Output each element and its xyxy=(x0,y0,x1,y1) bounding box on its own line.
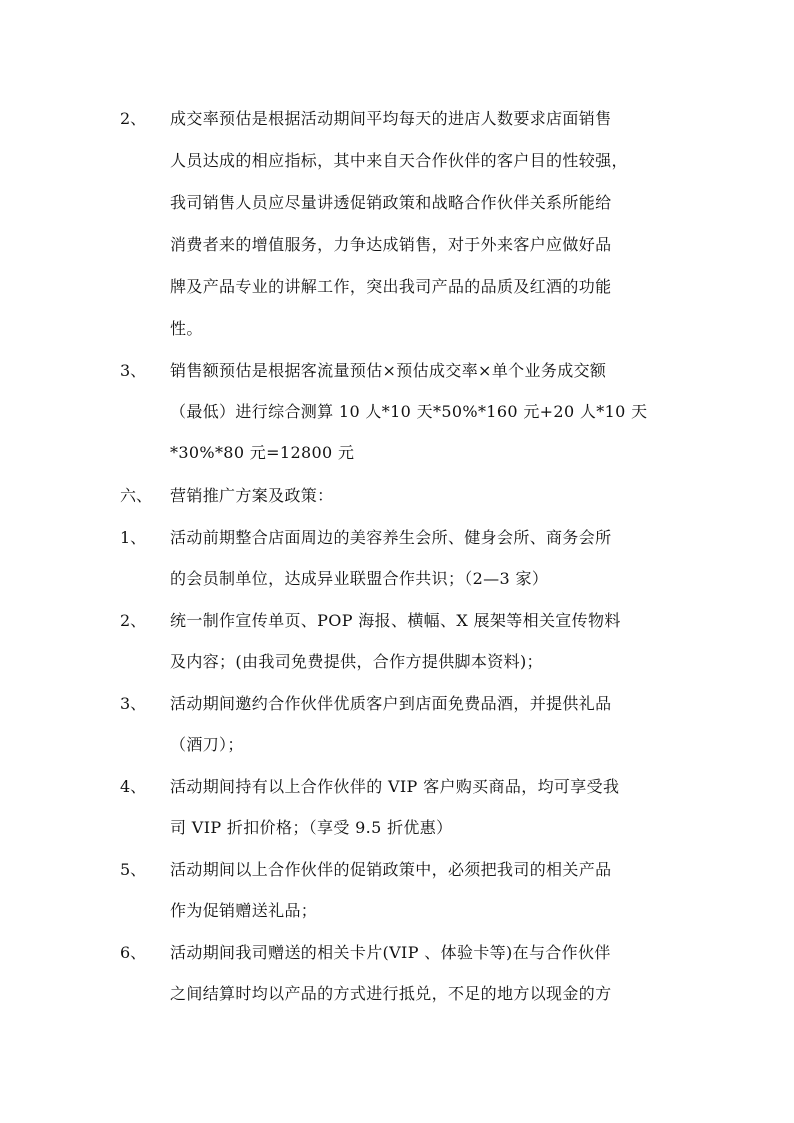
paragraph-line: 活动期间我司赠送的相关卡片(VIP 、体验卡等)在与合作伙伴 xyxy=(170,943,611,962)
item-number: 3、 xyxy=(120,694,147,713)
paragraph-line: 消费者来的增值服务，力争达成销售，对于外来客户应做好品 xyxy=(170,235,612,254)
paragraph-line: 牌及产品专业的讲解工作，突出我司产品的品质及红酒的功能 xyxy=(170,277,612,296)
item-number: 6、 xyxy=(120,943,147,962)
paragraph-line: 的会员制单位，达成异业联盟合作共识；（2—3 家） xyxy=(170,569,549,588)
item-number: 2、 xyxy=(120,611,147,630)
item-number: 5、 xyxy=(120,860,147,879)
paragraph-line: 及内容；(由我司免费提供，合作方提供脚本资料)； xyxy=(170,652,543,671)
paragraph-line: 我司销售人员应尽量讲透促销政策和战略合作伙伴关系所能给 xyxy=(170,193,612,212)
paragraph-line: 性。 xyxy=(170,319,203,338)
paragraph-line: 人员达成的相应指标，其中来自天合作伙伴的客户目的性较强， xyxy=(170,151,628,170)
paragraph-line: 司 VIP 折扣价格；（享受 9.5 折优惠） xyxy=(170,818,453,837)
item-number: 2、 xyxy=(120,109,147,128)
paragraph-line: 统一制作宣传单页、POP 海报、横幅、X 展架等相关宣传物料 xyxy=(170,611,621,630)
section-title: 营销推广方案及政策： xyxy=(170,486,334,505)
section-number: 六、 xyxy=(120,486,153,505)
paragraph-line: （最低）进行综合测算 10 人*10 天*50%*160 元+20 人*10 天 xyxy=(170,402,648,421)
item-number: 3、 xyxy=(120,361,147,380)
paragraph-line: 活动期间邀约合作伙伴优质客户到店面免费品酒，并提供礼品 xyxy=(170,694,612,713)
item-number: 1、 xyxy=(120,528,147,547)
paragraph-line: 活动期间持有以上合作伙伴的 VIP 客户购买商品，均可享受我 xyxy=(170,777,620,796)
paragraph-line: 作为促销赠送礼品； xyxy=(170,901,318,920)
paragraph-line: 成交率预估是根据活动期间平均每天的进店人数要求店面销售 xyxy=(170,109,612,128)
paragraph-line: 活动前期整合店面周边的美容养生会所、健身会所、商务会所 xyxy=(170,528,612,547)
paragraph-line: 之间结算时均以产品的方式进行抵兑，不足的地方以现金的方 xyxy=(170,984,612,1003)
paragraph-line: *30%*80 元=12800 元 xyxy=(170,443,355,462)
paragraph-line: 销售额预估是根据客流量预估×预估成交率×单个业务成交额 xyxy=(170,361,607,380)
paragraph-line: （酒刀）； xyxy=(170,735,244,754)
paragraph-line: 活动期间以上合作伙伴的促销政策中，必须把我司的相关产品 xyxy=(170,860,612,879)
item-number: 4、 xyxy=(120,777,147,796)
